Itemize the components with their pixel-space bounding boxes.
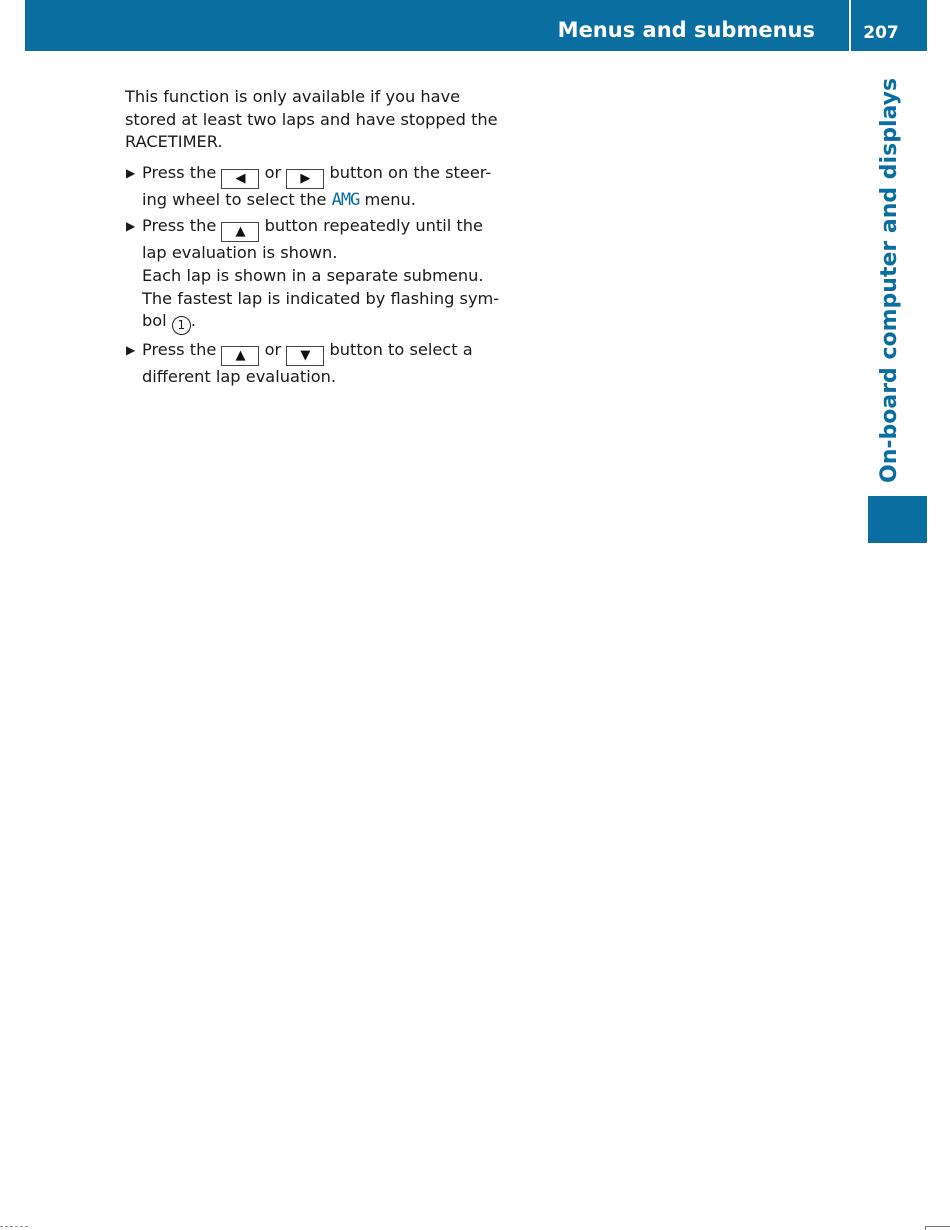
step-arrow-icon: ▶ bbox=[126, 165, 136, 180]
step-line bbox=[142, 162, 492, 189]
step-text: button to select a bbox=[329, 340, 473, 360]
instruction-step-1 bbox=[125, 162, 492, 212]
intro-line: RACETIMER. bbox=[125, 132, 223, 152]
step-text: . bbox=[190, 311, 196, 331]
crop-mark bbox=[925, 1226, 950, 1230]
step-line: The fastest lap is indicated by flashing sym- bbox=[142, 288, 500, 308]
step-line: different lap evaluation. bbox=[142, 367, 337, 387]
left-arrow-key-icon: ◀ bbox=[221, 169, 259, 189]
intro-paragraph bbox=[125, 86, 498, 154]
step-line: Each lap is shown in a separate submenu. bbox=[142, 265, 484, 285]
chapter-side-label: On-board computer and displays bbox=[877, 77, 902, 483]
right-arrow-key-icon: ▶ bbox=[286, 169, 324, 189]
step-text: or bbox=[264, 162, 282, 182]
step-line bbox=[142, 189, 485, 212]
amg-menu-label: AMG bbox=[331, 189, 360, 210]
header-band bbox=[25, 0, 927, 51]
step-text: Press the bbox=[142, 216, 217, 236]
intro-line: This function is only available if you have bbox=[125, 87, 461, 106]
down-arrow-key-icon: ▼ bbox=[286, 346, 324, 366]
step-text: Press the bbox=[142, 162, 217, 182]
step-line bbox=[142, 339, 485, 366]
instruction-step-3 bbox=[125, 339, 485, 389]
page-number: 207 bbox=[863, 23, 899, 43]
step-line bbox=[142, 215, 485, 242]
step-text: bol bbox=[142, 311, 167, 331]
body-text bbox=[125, 86, 500, 393]
step-line bbox=[142, 310, 485, 335]
step-text: button repeatedly until the bbox=[264, 216, 483, 236]
up-arrow-key-icon: ▲ bbox=[221, 222, 259, 242]
up-arrow-key-icon: ▲ bbox=[221, 346, 259, 366]
step-text: Press the bbox=[142, 340, 217, 360]
section-title: Menus and submenus bbox=[557, 18, 815, 42]
step-arrow-icon: ▶ bbox=[126, 343, 136, 358]
crop-mark bbox=[0, 1226, 28, 1228]
step-arrow-icon: ▶ bbox=[126, 219, 136, 234]
intro-line: stored at least two laps and have stopped the bbox=[125, 109, 498, 129]
chapter-tab-marker bbox=[868, 496, 927, 543]
step-line: lap evaluation is shown. bbox=[142, 243, 338, 263]
instruction-step-2 bbox=[125, 215, 500, 335]
step-text: menu. bbox=[364, 189, 416, 209]
step-text: button on the steer- bbox=[329, 162, 492, 182]
step-text: or bbox=[264, 340, 282, 360]
step-text: ing wheel to select the bbox=[142, 189, 327, 209]
callout-number-icon: 1 bbox=[172, 316, 191, 335]
